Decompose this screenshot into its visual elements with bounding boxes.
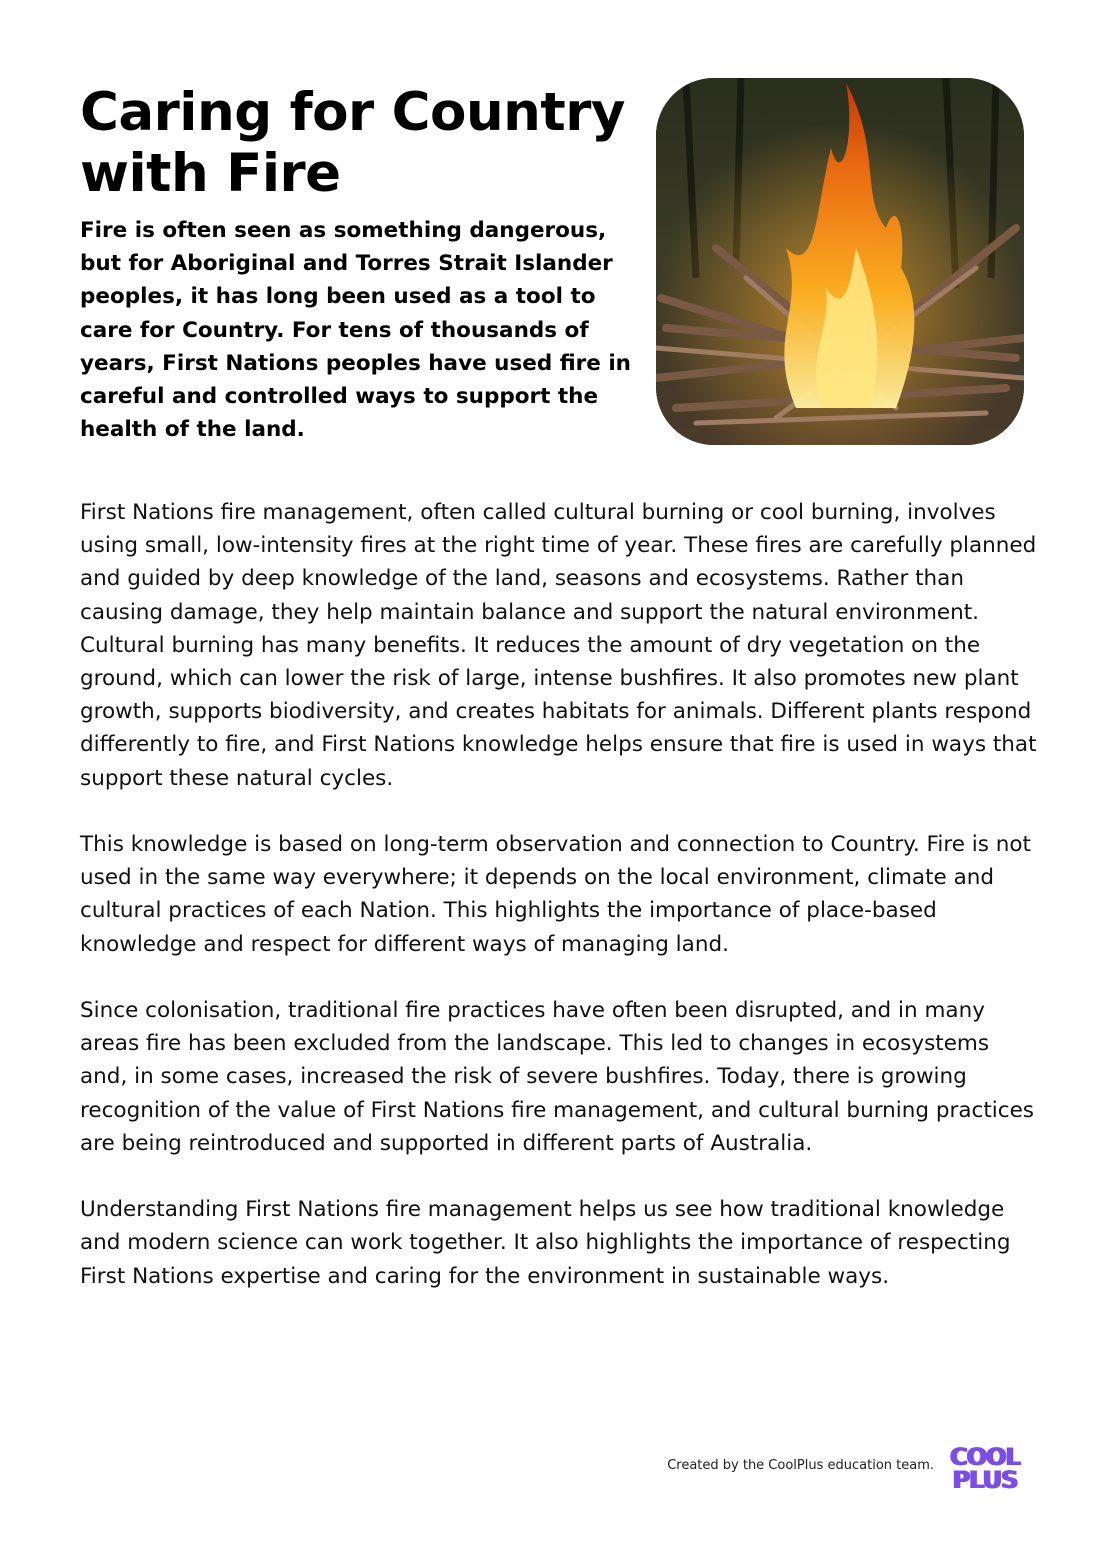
coolplus-logo bbox=[946, 1443, 1024, 1494]
body-paragraph: This knowledge is based on long-term observation and connection to Country. Fire is not used in the same way everywhere; it depends on the local environment, climate and cultural practices of each Nation. This highlights the importance of place-based knowledge and respect for different ways of managing land. bbox=[80, 832, 1031, 957]
body-paragraph: Cultural burning has many benefits. It reduces the amount of dry vegetation on the ground, which can lower the risk of large, intense bushfires. It also promotes new plant growth, supports biodiversity, and creates habitats for animals. Different plants respond differently to fire, and First Nations knowledge helps ensure that fire is used in ways that support these natural cycles. bbox=[80, 632, 1037, 791]
footer-credit: Created by the CoolPlus education team. bbox=[667, 1458, 934, 1473]
lead-paragraph: Fire is often seen as something dangerous, but for Aboriginal and Torres Strait Islander peoples, it has long been used as a tool to care for Country. For tens of thousands of years, First Nations peoples have used fire in careful and controlled ways to support the health of the land. bbox=[80, 218, 631, 443]
body-paragraph: Since colonisation, traditional fire practices have often been disrupted, and in many areas fire has been excluded from the landscape. This led to changes in ecosystems and, in some cases, increased the risk of severe bushfires. Today, there is growing recognition of the value of First Nations fire management, and cultural burning practices are being reintroduced and supported in different parts of Australia. bbox=[80, 998, 1035, 1156]
article-body bbox=[80, 496, 1040, 1293]
page-title: Caring for Country with Fire bbox=[80, 82, 625, 204]
body-paragraph: First Nations fire management, often called cultural burning or cool burning, involves using small, low-intensity fires at the right time of year. These fires are carefully planned and guided by deep knowledge of the land, seasons and ecosystems. Rather than causing damage, they help maintain balance and support the natural environment. bbox=[80, 500, 1037, 625]
campfire-illustration bbox=[656, 78, 1024, 445]
logo-text-line1: COOL bbox=[950, 1443, 1020, 1471]
body-paragraph: Understanding First Nations fire management helps us see how traditional knowledge and modern science can work together. It also highlights the importance of respecting First Nations expertise and caring for the environment in sustainable ways. bbox=[80, 1197, 1011, 1289]
campfire-photo bbox=[656, 78, 1024, 445]
logo-text-line2: PLUS bbox=[952, 1466, 1018, 1494]
